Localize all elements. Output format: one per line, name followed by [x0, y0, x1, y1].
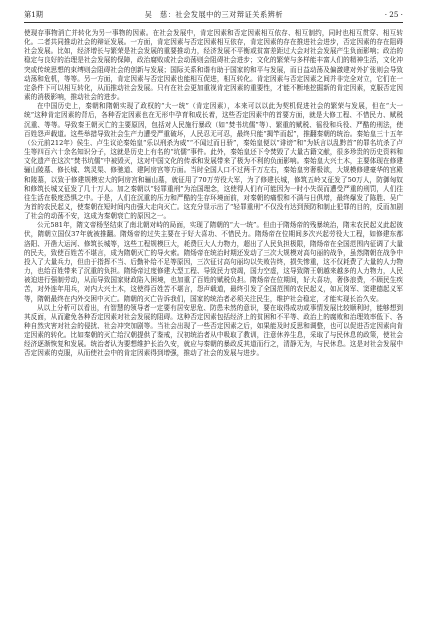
- issue-number: 第1期: [24, 10, 43, 19]
- running-header: [24, 10, 403, 23]
- paragraph-2: 在中国历史上，秦朝和隋朝实现了政权的“大一统”（肯定因素），本来可以以此为契机促进社会的繁荣与发展，但在“大一统”这种肯定因素的背后，各种否定因素也在无形中孕育和成长着，这些否定因素中的首要方面，就是大修工程、不惜民力、赋税沉重、等等。导致秦王朝灭亡的主要原因，包括对人民施行暴政（如“焚书坑儒”等）、繁重的赋税、徭役和兵役、严酷的刑法，使百姓怨声载道。这些举措导致社会生产力遭受严重破坏，人民忍无可忍，最终只能“揭竿而起”，推翻秦朝的统治。秦始皇三十五年（公元前212年）侯生、卢生议论秦始皇“乐以刑杀为威”“不闻过而日骄”，秦始皇便以“诽谤”和“为妖言以乱黔首”的罪名坑杀了卢生等四百六十余名知识分子，这就是历史上有名的“坑儒”事件。此外，秦始皇还下令焚毁了大量古籍文献，很多珍贵的历史资料和文化遗产在这次“焚书坑儒”中被毁灭，这对中国文化的传承和发展带来了极为不利的负面影响。秦始皇大兴土木，主要体现在修建骊山陵墓、修长城、筑灵渠、修驰道、建阿房宫等方面。当时全国人口不过两千万左右，秦始皇穷奢极欲，大规模修建豪华的宫殿和陵墓，以致于修建规模宏大的阿房宫和骊山墓，就征用了70万劳役大军，为了修建长城，修筑五岭又征发了50万人，防御匈奴和修筑长城又征发了几十万人。加之秦朝以“轻罪重刑”为治国理念，这使得人们有可能因为一时小失误而遭受严重的刑罚，人们往往生活在极度恐惧之中。于是，人们在沉重的压力和严酷的生存环境面前，对秦朝的痛恨和不满与日俱增，最终爆发了陈胜、吴广为首的农民起义，使秦朝在短时间内由强大走向灭亡。这充分显示出了“轻罪重刑”不仅没有达到预防和制止犯罪的目的，反而加剧了社会的动荡不安，这成为秦朝衰亡的原因之一。: [24, 102, 403, 221]
- page-number: · 25 ·: [384, 10, 403, 19]
- article-body: [24, 29, 403, 359]
- paragraph-1: 使现存事物消亡并转化为另一事物的因素。在社会发展中，肯定因素和否定因素相互依存、相互制约，同时也相互贯穿、相互转化。二者共同推动社会的辩证发展。一方面，肯定因素与否定因素相互依存，肯定因素的存在推进社会进步，否定因素的存在阻碍社会发展。比如，经济增长与繁荣是社会发展的重要推动力，经济发展不平衡或贫富差距过大会对社会发展产生负面影响；政治的稳定与良好的治理是社会发展的保障，政治腐败或社会动荡则会阻碍社会进步；文化的繁荣与多样能丰富人们的精神生活，文化冲突或传统思想的束缚则会阻碍社会的创新与发展；国际关系和谐有助于国家的和平与发展，而日益动荡及偏激建对外扩张则会导致动荡和危机，等等。另一方面，肯定因素与否定因素也能相互促进，相互转化。肯定因素与否定因素之间并非完全对立，它们在一定条件下可以相互转化，从而推动社会发展。只有在社会更加重视肯定因素的重要性，才能不断地挖掘新的肯定因素，克服否定因素的消极影响，推动社会的进步。: [24, 29, 403, 102]
- paragraph-4: 从以上分析可以看出，有智慧的领导者一定要有居安思危、防患未然的意识，要在取得成功或事情发展比较顺利时，能够想到其反面，从而避免各种否定因素对社会发展的阻碍。这种否定因素包括经济上的贫困和不平等、政治上的腐败和治理效率低下、各种自然灾害对社会的侵扰、社会冲突加剧等。当社会出现了一些否定因素之后，如果能及时反思和调整，也可以促进否定因素向肯定因素的转化。比如秦朝的灭亡给汉朝提供了鉴戒，汉初统治者从中吸取了教训，注意休养生息，采取了与民休息的政策，使社会经济逐渐恢复和发展。统治者认为要想维护长治久安，就应与秦朝的暴政反其道而行之，清静无为，与民休息。这是对社会发展中否定因素的克服，从而使社会中的肯定因素得到增强，推动了社会的发展与进步。: [24, 303, 403, 358]
- running-title: 吴 慈：社会发展中的三对辩证关系辨析: [144, 10, 284, 19]
- paragraph-3: 公元581年，隋文帝杨坚结束了南北朝对峙的局面，实现了隋朝的“大一统”。但由于隋炀帝的残暴统治，隋末农民起义此起彼伏，隋朝立国仅37年就被推翻。隋炀帝的过失主要在于好大喜功、不惜民力。隋炀帝在位期间多次兴起劳役大工程，如修建东都洛阳、开凿大运河、修筑长城等，这些工程规模巨大，耗费巨大人力物力，超出了人民负担极限，隋炀帝在全国范围内征调了大量的民夫，致使百姓苦不堪言，成为隋朝灭亡的导火索。隋炀帝在统治时期还发动了三次大规模对高句丽的战争，虽然隋朝在战争中投入了大量兵力，但由于指挥不当、后勤补给不足等原因，三次征讨高句丽均以失败告终，损失惨重，这不仅耗费了大量的人力物力，也给百姓带来了沉重的负担。隋炀帝过度修建大型工程、导致民力衰竭，国力空虚，这导致隋王朝越来越多的人力物力，人民被迫进行强制劳动，从而导致国家财政陷入困境，也加重了百姓的赋税负担。隋炀帝在位期间，好大喜功，奢侈浪费，不顾民生疾苦，对外连年用兵，对内大兴土木，这使得百姓苦不堪言，怨声载道，最终引发了全国范围的农民起义，如瓦岗军、窦建德起义军等，隋朝最终在内外交困中灭亡。隋朝的灭亡告诉我们，国家的统治者必须关注民生，维护社会稳定，才能实现长治久安。: [24, 221, 403, 303]
